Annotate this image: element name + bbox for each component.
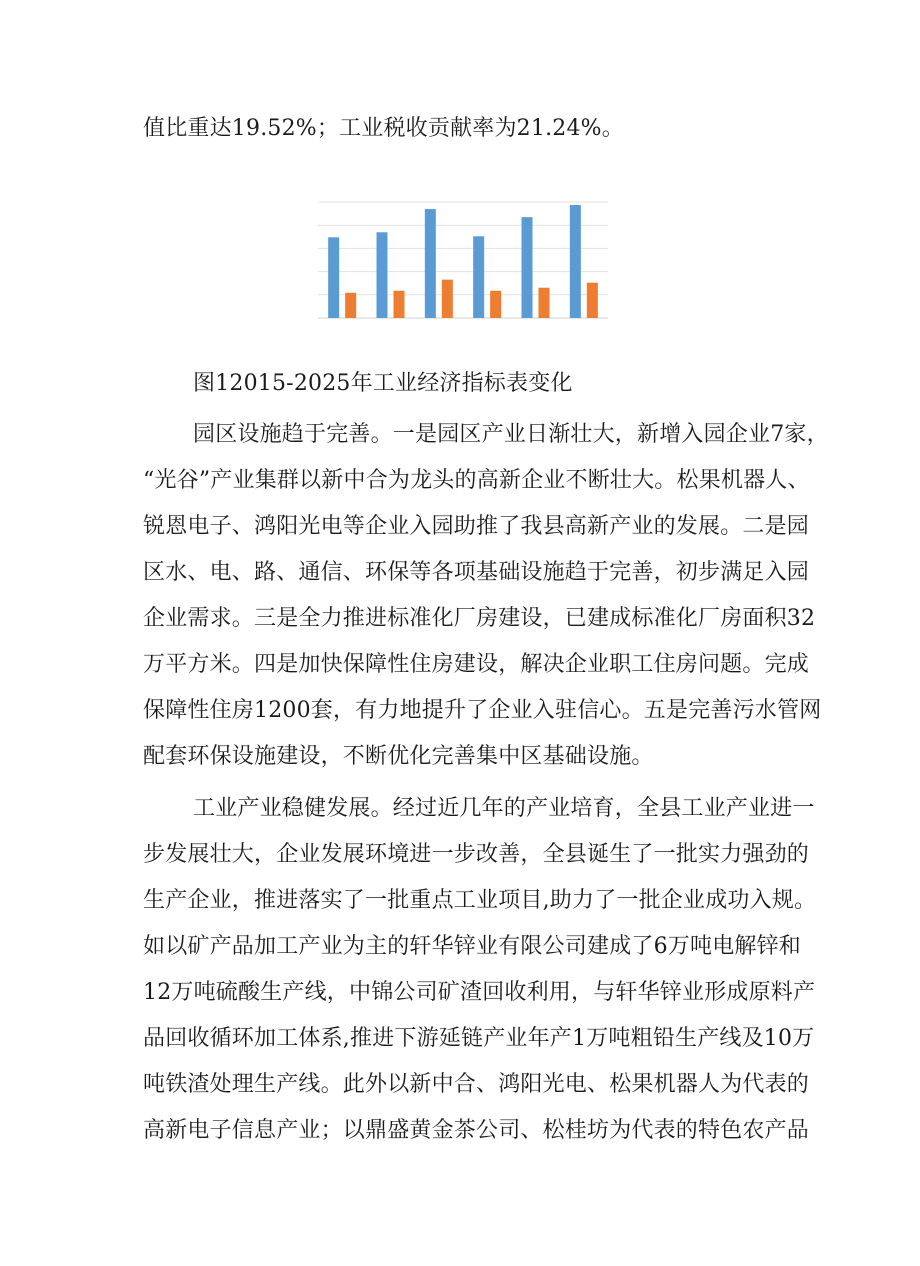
bar-series-2 [490,291,501,318]
paragraph-line: 步发展壮大，企业发展环境进一步改善，全县诞生了一批实力强劲的 [143,842,810,867]
paragraph-line: 锐恩电子、鸿阳光电等企业入园助推了我县高新产业的发展。二是园 [143,514,810,539]
bar-series-1 [425,209,436,318]
paragraph-line: “光谷”产业集群以新中合为龙头的高新企业不断壮大。松果机器人、 [143,468,810,493]
paragraph-line: 高新电子信息产业；以鼎盛黄金茶公司、松桂坊为代表的特色农产品 [143,1118,810,1143]
paragraph-line: 生产企业，推进落实了一批重点工业项目,助力了一批企业成功入规。 [143,888,817,913]
bar-series-2 [394,291,405,318]
bar-series-2 [539,288,550,318]
bar-series-2 [345,293,356,318]
bar-series-1 [522,217,533,318]
figure-caption: 图12015-2025年工业经济指标表变化 [193,371,573,396]
paragraph-line: 园区设施趋于完善。一是园区产业日渐壮大，新增入园企业7家， [193,422,829,447]
paragraph-line: 吨铁渣处理生产线。此外以新中合、鸿阳光电、松果机器人为代表的 [143,1072,810,1097]
paragraph-line: 万平方米。四是加快保障性住房建设，解决企业职工住房问题。完成 [143,652,810,677]
paragraph-line: 如以矿产品加工产业为主的轩华锌业有限公司建成了6万吨电解锌和 [143,934,801,959]
bar-chart [318,200,608,322]
paragraph-line: 12万吨硫酸生产线，中锦公司矿渣回收利用，与轩华锌业形成原料产 [143,980,816,1005]
bar-series-1 [328,237,339,318]
paragraph-line: 区水、电、路、通信、环保等各项基础设施趋于完善，初步满足入园 [143,560,810,585]
paragraph-line: 配套环保设施建设，不断优化完善集中区基础设施。 [143,744,654,769]
bar-series-1 [570,205,581,318]
bar-series-1 [377,232,388,318]
intro-line: 值比重达19.52%；工业税收贡献率为21.24%。 [143,116,624,141]
bar-series-2 [442,280,453,318]
bar-series-1 [473,236,484,318]
paragraph-line: 保障性住房1200套，有力地提升了企业入驻信心。五是完善污水管网 [143,698,822,723]
bar-series-2 [587,283,598,318]
paragraph-line: 品回收循环加工体系,推进下游延链产业年产1万吨粗铅生产线及10万 [143,1026,815,1051]
paragraph-line: 工业产业稳健发展。经过近几年的产业培育，全县工业产业进一 [193,796,815,821]
paragraph-line: 企业需求。三是全力推进标准化厂房建设，已建成标准化厂房面积32 [143,606,816,631]
